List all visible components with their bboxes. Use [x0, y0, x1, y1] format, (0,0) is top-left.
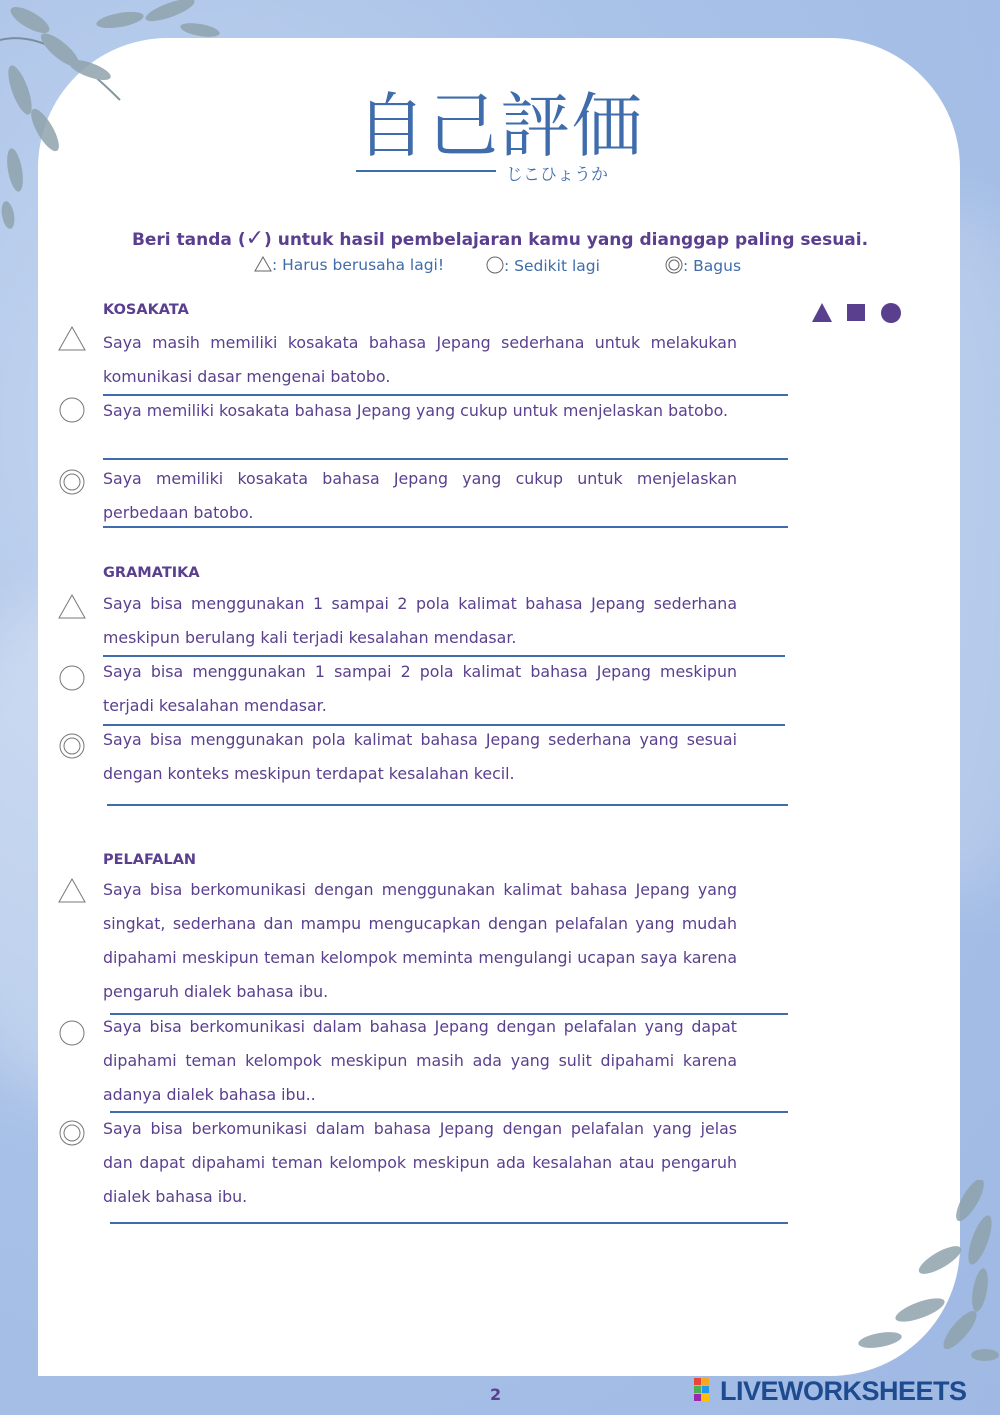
- triangle-icon: [57, 325, 87, 355]
- circle-icon: [486, 256, 504, 274]
- leaf-decoration-icon: [830, 1180, 1000, 1380]
- answer-line[interactable]: [110, 1222, 788, 1224]
- legend-label: : Harus berusaha lagi!: [272, 256, 445, 274]
- statement-gramatika-2: Saya bisa menggunakan 1 sampai 2 pola kalimat bahasa Jepang meskipun terjadi kesalahan mendasar.: [103, 662, 737, 715]
- instruction-text-before: Beri tanda (: [131, 230, 246, 250]
- section-heading-kosakata: KOSAKATA: [103, 302, 189, 318]
- title-reading-row: [356, 160, 636, 184]
- title-kanji: 自己評価: [356, 85, 644, 167]
- instruction-text-after: ) untuk hasil pembelajaran kamu yang dianggap paling sesuai.: [264, 230, 869, 250]
- answer-shapes[interactable]: [810, 300, 906, 326]
- circle-icon: [57, 663, 87, 693]
- triangle-shape-icon[interactable]: [812, 303, 832, 322]
- section-heading-gramatika: GRAMATIKA: [103, 565, 200, 581]
- legend-item-double-circle: [665, 256, 741, 275]
- triangle-icon: [57, 593, 87, 623]
- section-heading-pelafalan: PELAFALAN: [103, 852, 197, 868]
- double-circle-icon: [57, 467, 87, 497]
- statement-kosakata-1: Saya masih memiliki kosakata bahasa Jepang sederhana untuk melakukan komunikasi dasar mengenai batobo.: [103, 333, 737, 386]
- double-circle-icon: [57, 1118, 87, 1148]
- triangle-icon: [254, 256, 272, 272]
- liveworksheets-logo-icon: [694, 1378, 718, 1404]
- statement-pelafalan-3: Saya bisa berkomunikasi dalam bahasa Jepang dengan pelafalan yang jelas dan dapat dipahami teman kelompok meskipun ada kesalahan atau pengaruh dialek bahasa ibu.: [103, 1119, 737, 1206]
- statement-pelafalan-2: Saya bisa berkomunikasi dalam bahasa Jepang dengan pelafalan yang dapat dipahami teman kelompok meskipun masih ada yang sulit dipahami karena adanya dialek bahasa ibu..: [103, 1017, 737, 1104]
- legend-item-circle: [486, 256, 600, 275]
- legend-item-triangle: [254, 256, 444, 274]
- answer-line[interactable]: [103, 526, 788, 528]
- legend-label: : Sedikit lagi: [504, 257, 600, 275]
- statement-gramatika-1: Saya bisa menggunakan 1 sampai 2 pola kalimat bahasa Jepang sederhana meskipun berulang kali terjadi kesalahan mendasar.: [103, 594, 737, 647]
- circle-icon: [57, 395, 87, 425]
- page-number: 2: [490, 1385, 502, 1404]
- double-circle-icon: [665, 256, 683, 274]
- legend-label: : Bagus: [683, 257, 742, 275]
- circle-icon: [57, 1018, 87, 1048]
- watermark-text: LIVEWORKSHEETS: [720, 1376, 967, 1406]
- square-shape-icon[interactable]: [847, 304, 865, 321]
- page-title: [0, 86, 1000, 166]
- answer-line[interactable]: [103, 458, 788, 460]
- statement-gramatika-3: Saya bisa menggunakan pola kalimat bahasa Jepang sederhana yang sesuai dengan konteks meskipun terdapat kesalahan kecil.: [103, 730, 737, 783]
- shape-palette-icon[interactable]: [810, 300, 906, 326]
- check-icon: ✓: [245, 226, 265, 251]
- triangle-icon: [57, 877, 87, 907]
- statement-kosakata-3: Saya memiliki kosakata bahasa Jepang yang cukup untuk menjelaskan perbedaan batobo.: [103, 469, 737, 522]
- instruction: [0, 226, 1000, 251]
- title-underline: [356, 170, 496, 172]
- answer-line[interactable]: [107, 804, 788, 806]
- circle-shape-icon[interactable]: [881, 303, 901, 323]
- statement-pelafalan-1: Saya bisa berkomunikasi dengan menggunakan kalimat bahasa Jepang yang singkat, sederhana dan mampu mengucapkan dengan pelafalan yang mudah dipahami meskipun teman kelompok meminta mengulangi ucapan saya karena pengaruh dialek bahasa ibu.: [103, 880, 737, 1001]
- legend: [250, 256, 770, 278]
- title-reading: じこひょうか: [506, 165, 608, 185]
- statement-kosakata-2: Saya memiliki kosakata bahasa Jepang yang cukup untuk menjelaskan batobo.: [103, 401, 729, 420]
- double-circle-icon: [57, 731, 87, 761]
